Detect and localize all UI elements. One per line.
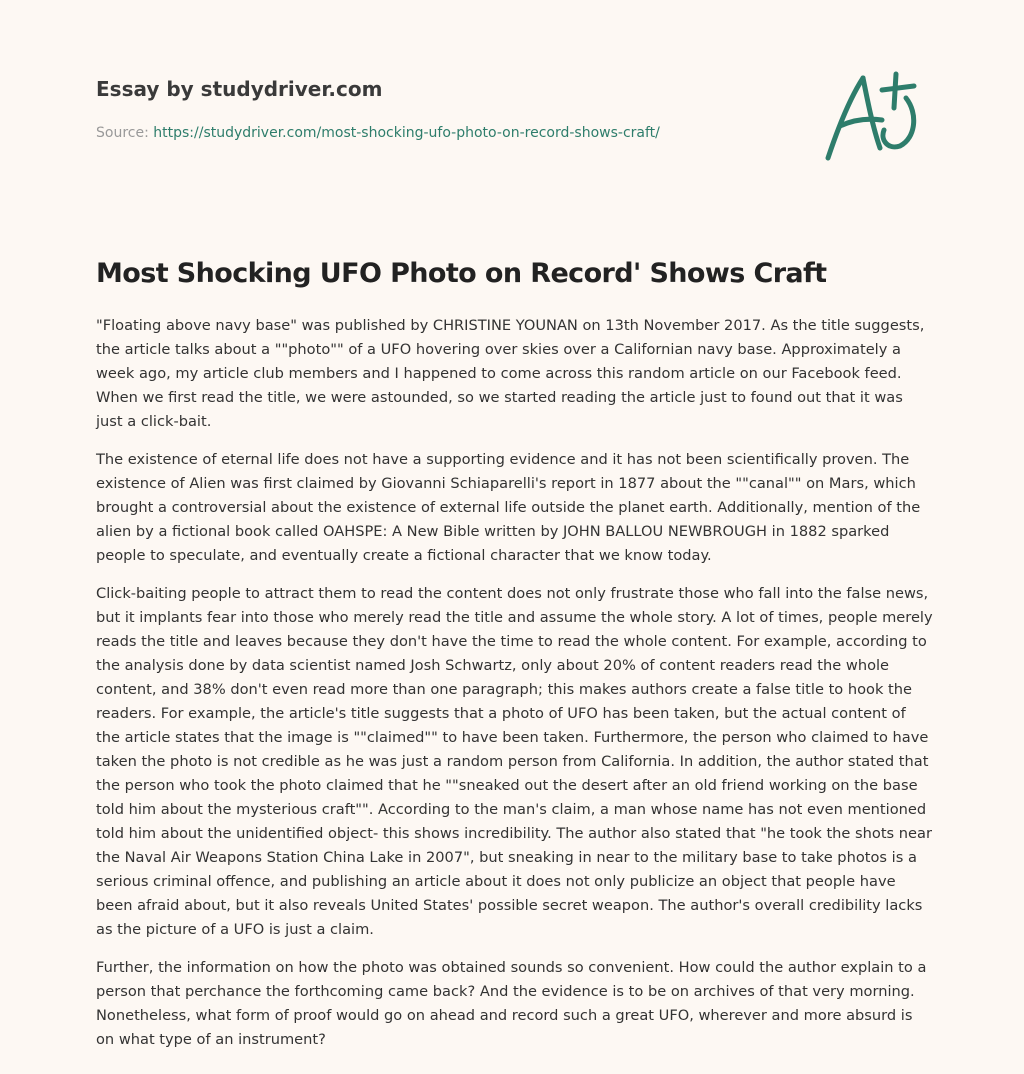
- article-body: [96, 314, 934, 1066]
- a-plus-logo-icon: [818, 68, 928, 168]
- article-title: Most Shocking UFO Photo on Record' Shows Craft: [96, 258, 827, 289]
- source-line: [96, 123, 796, 143]
- page-header: [96, 74, 796, 143]
- paragraph: Click-baiting people to attract them to read the content does not only frustrate those who fall into the false news, but it implants fear into those who merely read the title and assume the whole story. A lot of times, people merely reads the title and leaves because they don't have the time to read the whole content. For example, according to the analysis done by data scientist named Josh Schwartz, only about 20% of content readers read the whole content, and 38% don't even read more than one paragraph; this makes authors create a false title to hook the readers. For example, the article's title suggests that a photo of UFO has been taken, but the actual content of the article states that the image is ""claimed"" to have been taken. Furthermore, the person who claimed to have taken the photo is not credible as he was just a random person from California. In addition, the author stated that the person who took the photo claimed that he ""sneaked out the desert after an old friend working on the base told him about the mysterious craft"". According to the man's claim, a man whose name has not even mentioned told him about the unidentified object- this shows incredibility. The author also stated that "he took the shots near the Naval Air Weapons Station China Lake in 2007", but sneaking in near to the military base to take photos is a serious criminal offence, and publishing an article about it does not only publicize an object that people have been afraid about, but it also reveals United States' possible secret weapon. The author's overall credibility lacks as the picture of a UFO is just a claim.: [96, 585, 933, 938]
- paragraph: The existence of eternal life does not have a supporting evidence and it has not been scientifically proven. The existence of Alien was first claimed by Giovanni Schiaparelli's report in 1877 about the ""canal"" on Mars, which brought a controversial about the existence of external life outside the planet earth. Additionally, mention of the alien by a fictional book called OAHSPE: A New Bible written by JOHN BALLOU NEWBROUGH in 1882 sparked people to speculate, and eventually create a fictional character that we know today.: [96, 451, 921, 564]
- site-brand: Essay by studydriver.com: [96, 77, 383, 101]
- source-link[interactable]: https://studydriver.com/most-shocking-ufo-photo-on-record-shows-craft/: [153, 125, 660, 141]
- source-label: Source:: [96, 125, 154, 141]
- paragraph: "Floating above navy base" was published by CHRISTINE YOUNAN on 13th November 2017. As the title suggests, the article talks about a ""photo"" of a UFO hovering over skies over a Californian navy base. Approximately a week ago, my article club members and I happened to come across this random article on our Facebook feed. When we first read the title, we were astounded, so we started reading the article just to found out that it was just a click-bait.: [96, 317, 925, 430]
- paragraph: Further, the information on how the photo was obtained sounds so convenient. How could the author explain to a person that perchance the forthcoming came back? And the evidence is to be on archives of that very morning. Nonetheless, what form of proof would go on ahead and record such a great UFO, wherever and more absurd is on what type of an instrument?: [96, 959, 927, 1048]
